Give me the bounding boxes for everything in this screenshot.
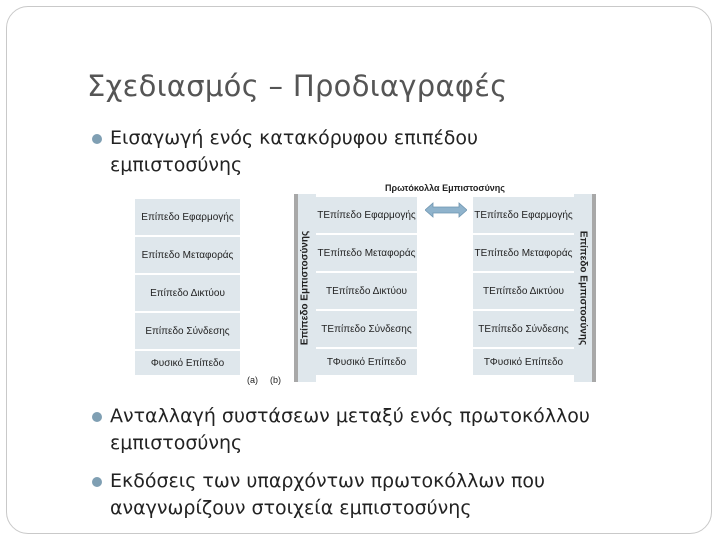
- stack-a-transport-layer: Επίπεδο Μεταφοράς: [135, 237, 240, 275]
- trust-layer-label-left: Επίπεδο Εμπιστοσύνης: [299, 230, 311, 346]
- stack-b-transport-layer: ΤΕπίπεδο Μεταφοράς: [316, 235, 417, 273]
- bullet-2-line-1: Ανταλλαγή συστάσεων μεταξύ ενός πρωτοκόλλου: [110, 405, 590, 427]
- slide-title: Σχεδιασμός – Προδιαγραφές: [87, 69, 508, 103]
- bullet-1-line-1: Εισαγωγή ενός κατακόρυφου επιπέδου: [110, 127, 479, 149]
- bullet-2-line-2: εμπιστοσύνης: [110, 432, 243, 454]
- stack-a-network-layer: Επίπεδο Δικτύου: [135, 275, 240, 313]
- stack-a-physical-layer: Φυσικό Επίπεδο: [135, 351, 240, 375]
- trust-protocols-label: Πρωτόκολλα Εμπιστοσύνης: [385, 183, 505, 193]
- stack-b-application-layer: ΤΕπίπεδο Εφαρμογής: [316, 197, 417, 235]
- stack-a-link-layer: Επίπεδο Σύνδεσης: [135, 313, 240, 351]
- bullet-3-line-1: Εκδόσεις των υπαρχόντων πρωτοκόλλων που: [110, 470, 546, 492]
- bullet-3: [110, 468, 545, 522]
- stack-c-transport-layer: ΤΕπίπεδο Μεταφοράς: [473, 235, 574, 273]
- bullet-dot-icon: [92, 412, 102, 422]
- label-b: (b): [270, 375, 281, 385]
- bullet-1-line-2: εμπιστοσύνης: [110, 154, 243, 176]
- trust-layer-label-right: Επίπεδο Εμπιστοσύνης: [577, 230, 589, 346]
- stack-b-physical-layer: ΤΦυσικό Επίπεδο: [316, 349, 417, 375]
- stack-b-link-layer: ΤΕπίπεδο Σύνδεσης: [316, 311, 417, 349]
- double-arrow-icon: [425, 202, 467, 218]
- stack-c-physical-layer: ΤΦυσικό Επίπεδο: [473, 349, 574, 375]
- bullet-3-line-2: αναγνωρίζουν στοιχεία εμπιστοσύνης: [110, 497, 472, 519]
- bullet-dot-icon: [92, 477, 102, 487]
- stack-c-network-layer: ΤΕπίπεδο Δικτύου: [473, 273, 574, 311]
- bullet-dot-icon: [92, 134, 102, 144]
- stack-c-application-layer: ΤΕπίπεδο Εφαρμογής: [473, 197, 574, 235]
- slide: [6, 6, 712, 534]
- bullet-2: [110, 403, 590, 457]
- bullet-1: [110, 125, 478, 179]
- stack-b-network-layer: ΤΕπίπεδο Δικτύου: [316, 273, 417, 311]
- label-a: (a): [247, 375, 258, 385]
- stack-c-link-layer: ΤΕπίπεδο Σύνδεσης: [473, 311, 574, 349]
- stack-a-application-layer: Επίπεδο Εφαρμογής: [135, 199, 240, 237]
